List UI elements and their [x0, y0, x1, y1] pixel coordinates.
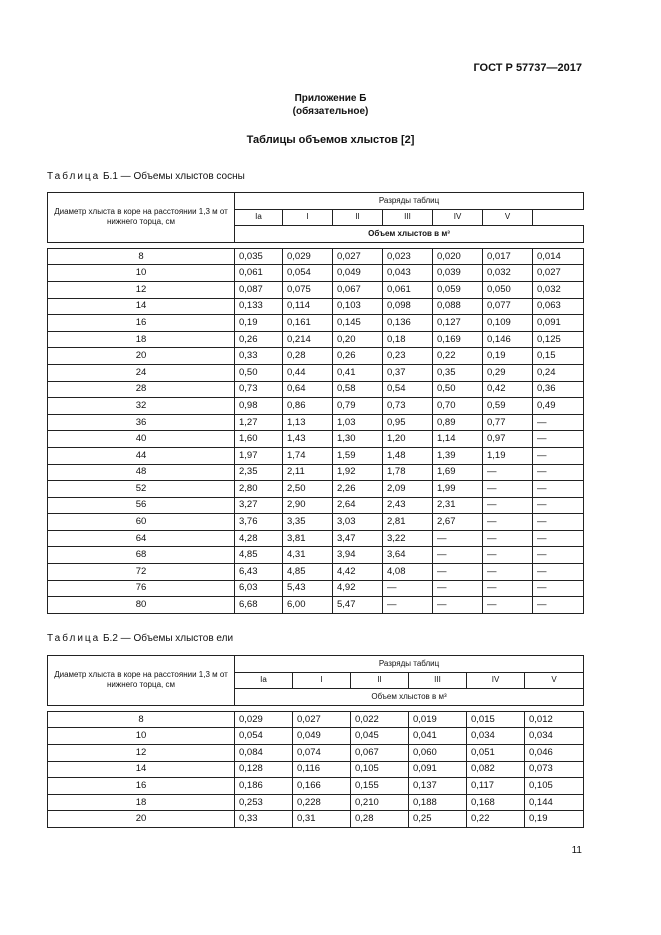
diameter-cell: 14 — [48, 298, 235, 315]
volume-cell: 0,253 — [235, 794, 293, 811]
volume-cell: 0,77 — [483, 414, 533, 431]
volume-cell: — — [483, 530, 533, 547]
volume-cell: 1,27 — [235, 414, 283, 431]
diameter-cell: 10 — [48, 728, 235, 745]
volume-cell: 0,088 — [433, 298, 483, 315]
volume-cell: — — [533, 481, 584, 498]
table-row — [48, 281, 584, 298]
table2-column-header: III — [409, 672, 467, 689]
volume-cell: 0,077 — [483, 298, 533, 315]
diameter-cell: 8 — [48, 711, 235, 728]
volume-cell: 0,060 — [409, 744, 467, 761]
volume-cell: 1,69 — [433, 464, 483, 481]
volume-cell: 0,128 — [235, 761, 293, 778]
table-row — [48, 778, 584, 795]
table-row — [48, 728, 584, 745]
table-row — [48, 564, 584, 581]
appendix-heading — [0, 92, 661, 118]
volume-cell: 1,60 — [235, 431, 283, 448]
volume-cell: 0,214 — [283, 331, 333, 348]
volume-cell: 4,42 — [333, 564, 383, 581]
volume-cell: — — [533, 530, 584, 547]
table2-column-header: Ia — [235, 672, 293, 689]
volume-cell: 0,067 — [351, 744, 409, 761]
volume-cell: 0,029 — [283, 248, 333, 265]
table-row — [48, 711, 584, 728]
table1-caption-text: Б.1 — Объемы хлыстов сосны — [100, 171, 245, 182]
table-row — [48, 547, 584, 564]
standard-number: ГОСТ Р 57737—2017 — [473, 62, 582, 74]
volume-cell: 0,35 — [433, 364, 483, 381]
table-row — [48, 398, 584, 415]
volume-cell: — — [433, 597, 483, 614]
volume-cell: 1,43 — [283, 431, 333, 448]
volume-cell: — — [533, 597, 584, 614]
diameter-cell: 12 — [48, 281, 235, 298]
volume-cell: 0,046 — [525, 744, 584, 761]
volume-cell: 1,30 — [333, 431, 383, 448]
table-row — [48, 298, 584, 315]
table1-column-header: V — [483, 209, 533, 226]
volume-cell: 2,81 — [383, 514, 433, 531]
volume-cell: — — [533, 580, 584, 597]
volume-cell: 0,084 — [235, 744, 293, 761]
volume-cell: 4,28 — [235, 530, 283, 547]
volume-cell: 0,73 — [383, 398, 433, 415]
volume-cell: 0,22 — [433, 348, 483, 365]
table1-group-header: Разряды таблиц — [235, 193, 584, 210]
table-row — [48, 315, 584, 332]
table-row — [48, 761, 584, 778]
volume-cell: 1,78 — [383, 464, 433, 481]
volume-cell: 1,92 — [333, 464, 383, 481]
volume-cell: 2,90 — [283, 497, 333, 514]
volume-cell: 0,89 — [433, 414, 483, 431]
volume-cell: 1,99 — [433, 481, 483, 498]
volume-cell: — — [483, 597, 533, 614]
diameter-cell: 80 — [48, 597, 235, 614]
volume-cell: 0,105 — [351, 761, 409, 778]
volume-cell: 0,054 — [235, 728, 293, 745]
volume-cell: 0,50 — [433, 381, 483, 398]
volume-cell: 1,14 — [433, 431, 483, 448]
page-title: Таблицы объемов хлыстов [2] — [246, 134, 415, 146]
volume-cell: 0,29 — [483, 364, 533, 381]
table1-column-header: IV — [433, 209, 483, 226]
diameter-cell: 8 — [48, 248, 235, 265]
volume-cell: 0,169 — [433, 331, 483, 348]
table1-caption — [47, 171, 245, 182]
volume-cell: 0,075 — [283, 281, 333, 298]
diameter-cell: 10 — [48, 265, 235, 282]
volume-cell: 5,47 — [333, 597, 383, 614]
diameter-cell: 52 — [48, 481, 235, 498]
volume-cell: 1,03 — [333, 414, 383, 431]
table-row — [48, 364, 584, 381]
table2-caption — [47, 633, 233, 644]
volume-cell: 0,25 — [409, 811, 467, 828]
volume-cell: 0,70 — [433, 398, 483, 415]
volume-cell: 3,35 — [283, 514, 333, 531]
volume-cell: 0,087 — [235, 281, 283, 298]
table2-column-header: I — [293, 672, 351, 689]
appendix-title: Приложение Б — [294, 93, 367, 104]
volume-cell: 0,063 — [533, 298, 584, 315]
volume-cell: 0,166 — [293, 778, 351, 795]
volume-cell: 0,64 — [283, 381, 333, 398]
volume-cell: 2,43 — [383, 497, 433, 514]
table-row — [48, 514, 584, 531]
volume-cell: 3,22 — [383, 530, 433, 547]
volume-cell: 0,26 — [235, 331, 283, 348]
volume-cell: 0,15 — [533, 348, 584, 365]
volume-cell: 0,188 — [409, 794, 467, 811]
volume-cell: — — [533, 464, 584, 481]
volume-cell: 0,95 — [383, 414, 433, 431]
volume-cell: 5,43 — [283, 580, 333, 597]
volume-cell: 0,059 — [433, 281, 483, 298]
table-row — [48, 597, 584, 614]
diameter-cell: 60 — [48, 514, 235, 531]
table2-column-header: V — [525, 672, 584, 689]
volume-cell: — — [533, 447, 584, 464]
volume-cell: 0,054 — [283, 265, 333, 282]
volume-cell: 0,035 — [235, 248, 283, 265]
table-row — [48, 447, 584, 464]
volume-cell: 6,43 — [235, 564, 283, 581]
volume-cell: 0,22 — [467, 811, 525, 828]
volume-cell: — — [533, 497, 584, 514]
volume-cell: 0,133 — [235, 298, 283, 315]
table2-group-header: Разряды таблиц — [235, 656, 584, 673]
volume-cell: 0,23 — [383, 348, 433, 365]
diameter-cell: 64 — [48, 530, 235, 547]
volume-cell: 6,68 — [235, 597, 283, 614]
table-row — [48, 414, 584, 431]
table2-column-header: IV — [467, 672, 525, 689]
volume-cell: — — [483, 464, 533, 481]
volume-cell: — — [433, 547, 483, 564]
volume-cell: 0,20 — [333, 331, 383, 348]
volume-cell: 2,50 — [283, 481, 333, 498]
table-row — [48, 811, 584, 828]
volume-cell: 0,091 — [409, 761, 467, 778]
volume-cell: 0,73 — [235, 381, 283, 398]
volume-cell: — — [533, 431, 584, 448]
volume-cell: 1,20 — [383, 431, 433, 448]
volume-cell: — — [483, 547, 533, 564]
volume-cell: 0,034 — [525, 728, 584, 745]
table1-column-header: I — [283, 209, 333, 226]
volume-cell: 1,59 — [333, 447, 383, 464]
table-row — [48, 381, 584, 398]
volume-cell: 0,043 — [383, 265, 433, 282]
volume-cell: 3,27 — [235, 497, 283, 514]
volume-cell: — — [533, 514, 584, 531]
table-pine-volumes — [47, 192, 584, 614]
volume-cell: 2,80 — [235, 481, 283, 498]
volume-cell: 3,64 — [383, 547, 433, 564]
volume-cell: — — [533, 414, 584, 431]
diameter-cell: 24 — [48, 364, 235, 381]
volume-cell: 4,85 — [235, 547, 283, 564]
table1-caption-prefix: Таблица — [47, 171, 101, 182]
volume-cell: 3,94 — [333, 547, 383, 564]
volume-cell: 0,44 — [283, 364, 333, 381]
volume-cell: 0,049 — [293, 728, 351, 745]
volume-cell: 0,33 — [235, 811, 293, 828]
volume-cell: 3,03 — [333, 514, 383, 531]
volume-cell: 0,045 — [351, 728, 409, 745]
volume-cell: 0,061 — [383, 281, 433, 298]
table1-unit: Объем хлыстов в м³ — [235, 226, 584, 243]
diameter-cell: 32 — [48, 398, 235, 415]
volume-cell: 0,54 — [383, 381, 433, 398]
table2-caption-prefix: Таблица — [47, 633, 101, 644]
table-row — [48, 497, 584, 514]
volume-cell: — — [433, 530, 483, 547]
volume-cell: 0,032 — [483, 265, 533, 282]
volume-cell: 0,074 — [293, 744, 351, 761]
volume-cell: 0,19 — [235, 315, 283, 332]
volume-cell: 4,92 — [333, 580, 383, 597]
volume-cell: 0,28 — [283, 348, 333, 365]
volume-cell: 0,049 — [333, 265, 383, 282]
volume-cell: 0,28 — [351, 811, 409, 828]
volume-cell: 0,36 — [533, 381, 584, 398]
volume-cell: 6,03 — [235, 580, 283, 597]
volume-cell: 0,146 — [483, 331, 533, 348]
diameter-cell: 76 — [48, 580, 235, 597]
table1-row-header: Диаметр хлыста в коре на расстоянии 1,3 м от нижнего торца, см — [48, 193, 235, 243]
volume-cell: 0,027 — [333, 248, 383, 265]
volume-cell: 1,39 — [433, 447, 483, 464]
volume-cell: 0,012 — [525, 711, 584, 728]
diameter-cell: 72 — [48, 564, 235, 581]
volume-cell: 0,79 — [333, 398, 383, 415]
volume-cell: 2,09 — [383, 481, 433, 498]
volume-cell: — — [483, 580, 533, 597]
volume-cell: 0,98 — [235, 398, 283, 415]
volume-cell: 1,13 — [283, 414, 333, 431]
volume-cell: 0,109 — [483, 315, 533, 332]
table-row — [48, 331, 584, 348]
volume-cell: 0,37 — [383, 364, 433, 381]
volume-cell: 2,64 — [333, 497, 383, 514]
volume-cell: 0,061 — [235, 265, 283, 282]
volume-cell: — — [533, 547, 584, 564]
volume-cell: 0,027 — [533, 265, 584, 282]
diameter-cell: 28 — [48, 381, 235, 398]
volume-cell: 0,168 — [467, 794, 525, 811]
volume-cell: 0,023 — [383, 248, 433, 265]
volume-cell: — — [483, 564, 533, 581]
diameter-cell: 68 — [48, 547, 235, 564]
table-row — [48, 248, 584, 265]
volume-cell: 0,161 — [283, 315, 333, 332]
volume-cell: 6,00 — [283, 597, 333, 614]
volume-cell: 0,33 — [235, 348, 283, 365]
volume-cell: 0,86 — [283, 398, 333, 415]
volume-cell: 3,47 — [333, 530, 383, 547]
volume-cell: 0,067 — [333, 281, 383, 298]
volume-cell: 0,18 — [383, 331, 433, 348]
diameter-cell: 40 — [48, 431, 235, 448]
volume-cell: 2,11 — [283, 464, 333, 481]
volume-cell: 0,014 — [533, 248, 584, 265]
volume-cell: — — [533, 564, 584, 581]
volume-cell: 0,125 — [533, 331, 584, 348]
diameter-cell: 16 — [48, 315, 235, 332]
table-row — [48, 464, 584, 481]
volume-cell: 0,034 — [467, 728, 525, 745]
volume-cell: 4,08 — [383, 564, 433, 581]
volume-cell: 2,67 — [433, 514, 483, 531]
diameter-cell: 12 — [48, 744, 235, 761]
table1-column-header: II — [333, 209, 383, 226]
diameter-cell: 18 — [48, 331, 235, 348]
volume-cell: 0,105 — [525, 778, 584, 795]
volume-cell: 2,35 — [235, 464, 283, 481]
volume-cell: 0,42 — [483, 381, 533, 398]
volume-cell: 0,228 — [293, 794, 351, 811]
volume-cell: 0,145 — [333, 315, 383, 332]
volume-cell: 1,48 — [383, 447, 433, 464]
volume-cell: 0,029 — [235, 711, 293, 728]
volume-cell: — — [433, 564, 483, 581]
volume-cell: 3,81 — [283, 530, 333, 547]
volume-cell: 0,082 — [467, 761, 525, 778]
volume-cell: 0,091 — [533, 315, 584, 332]
table2-unit: Объем хлыстов в м³ — [235, 689, 584, 706]
volume-cell: — — [483, 497, 533, 514]
volume-cell: 0,136 — [383, 315, 433, 332]
diameter-cell: 20 — [48, 811, 235, 828]
volume-cell: 0,019 — [409, 711, 467, 728]
table1-column-header: III — [383, 209, 433, 226]
volume-cell: 4,85 — [283, 564, 333, 581]
table2-column-header: II — [351, 672, 409, 689]
volume-cell: 0,19 — [525, 811, 584, 828]
table2-row-header: Диаметр хлыста в коре на расстоянии 1,3 м от нижнего торца, см — [48, 656, 235, 706]
volume-cell: 0,50 — [235, 364, 283, 381]
volume-cell: 0,155 — [351, 778, 409, 795]
volume-cell: 0,24 — [533, 364, 584, 381]
diameter-cell: 18 — [48, 794, 235, 811]
volume-cell: 0,103 — [333, 298, 383, 315]
table-row — [48, 481, 584, 498]
volume-cell: 0,26 — [333, 348, 383, 365]
table-row — [48, 348, 584, 365]
volume-cell: — — [383, 580, 433, 597]
table-row — [48, 265, 584, 282]
diameter-cell: 36 — [48, 414, 235, 431]
diameter-cell: 48 — [48, 464, 235, 481]
appendix-subtitle: (обязательное) — [292, 106, 369, 117]
volume-cell: 0,051 — [467, 744, 525, 761]
table-row — [48, 580, 584, 597]
volume-cell: — — [483, 514, 533, 531]
volume-cell: 2,31 — [433, 497, 483, 514]
volume-cell: 0,032 — [533, 281, 584, 298]
volume-cell: 0,098 — [383, 298, 433, 315]
volume-cell: 3,76 — [235, 514, 283, 531]
volume-cell: 0,127 — [433, 315, 483, 332]
diameter-cell: 14 — [48, 761, 235, 778]
volume-cell: 0,31 — [293, 811, 351, 828]
volume-cell: 2,26 — [333, 481, 383, 498]
volume-cell: 4,31 — [283, 547, 333, 564]
volume-cell: — — [383, 597, 433, 614]
volume-cell: 0,186 — [235, 778, 293, 795]
diameter-cell: 20 — [48, 348, 235, 365]
table-row — [48, 431, 584, 448]
volume-cell: 1,19 — [483, 447, 533, 464]
volume-cell: 0,022 — [351, 711, 409, 728]
table-row — [48, 530, 584, 547]
volume-cell: 0,041 — [409, 728, 467, 745]
volume-cell: 0,117 — [467, 778, 525, 795]
page-number: 11 — [571, 845, 582, 856]
diameter-cell: 56 — [48, 497, 235, 514]
volume-cell: 0,073 — [525, 761, 584, 778]
volume-cell: 0,41 — [333, 364, 383, 381]
table-spruce-volumes — [47, 655, 584, 828]
volume-cell: 0,017 — [483, 248, 533, 265]
volume-cell: 0,58 — [333, 381, 383, 398]
volume-cell: 0,116 — [293, 761, 351, 778]
volume-cell: 0,49 — [533, 398, 584, 415]
diameter-cell: 16 — [48, 778, 235, 795]
volume-cell: 0,114 — [283, 298, 333, 315]
table1-column-header: Ia — [235, 209, 283, 226]
volume-cell: 0,050 — [483, 281, 533, 298]
volume-cell: 0,210 — [351, 794, 409, 811]
volume-cell: 0,137 — [409, 778, 467, 795]
volume-cell: 0,020 — [433, 248, 483, 265]
table-row — [48, 744, 584, 761]
table2-caption-text: Б.2 — Объемы хлыстов ели — [100, 633, 234, 644]
table-row — [48, 794, 584, 811]
volume-cell: 0,19 — [483, 348, 533, 365]
volume-cell: 0,027 — [293, 711, 351, 728]
volume-cell: 1,74 — [283, 447, 333, 464]
volume-cell: — — [433, 580, 483, 597]
volume-cell: 0,015 — [467, 711, 525, 728]
volume-cell: — — [483, 481, 533, 498]
volume-cell: 1,97 — [235, 447, 283, 464]
volume-cell: 0,97 — [483, 431, 533, 448]
volume-cell: 0,59 — [483, 398, 533, 415]
volume-cell: 0,144 — [525, 794, 584, 811]
volume-cell: 0,039 — [433, 265, 483, 282]
diameter-cell: 44 — [48, 447, 235, 464]
